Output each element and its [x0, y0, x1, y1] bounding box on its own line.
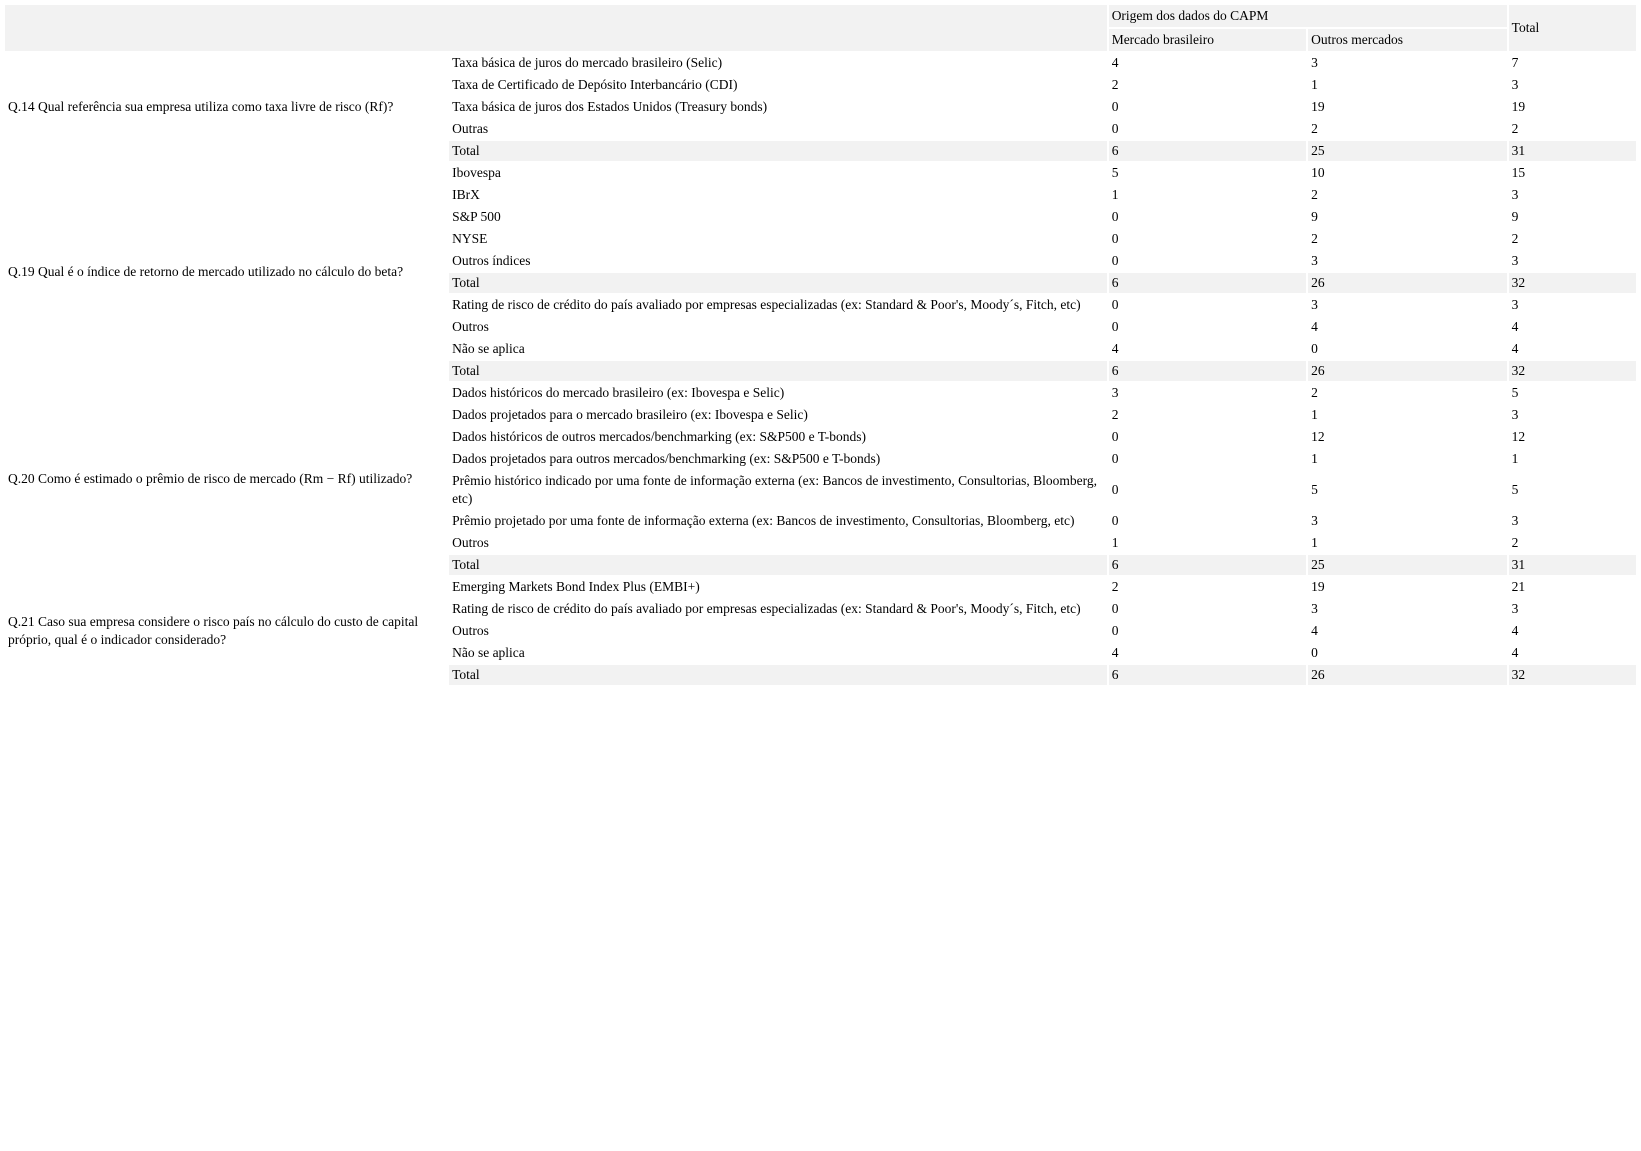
value-total: 4 [1511, 623, 1519, 638]
capm-crosstab-table [3, 3, 1638, 687]
value-total: 3 [1511, 513, 1519, 528]
value-total: 15 [1511, 165, 1526, 180]
table-row [5, 53, 1636, 73]
value-brazilian-market: 0 [1111, 209, 1119, 224]
row-label: Não se aplica [452, 341, 525, 356]
row-label: Rating de risco de crédito do país avaliado por empresas especializadas (ex: Standard & Poor's, Moody´s, Fitch, etc) [452, 601, 1081, 616]
value-brazilian-market: 6 [1109, 361, 1306, 381]
value-other-markets: 12 [1311, 429, 1325, 444]
value-brazilian-market: 6 [1109, 141, 1306, 161]
table-body [5, 53, 1636, 685]
row-label: Outros [452, 623, 489, 638]
value-total: 1 [1511, 451, 1519, 466]
header-group-capm-origin: Origem dos dados do CAPM [1109, 5, 1507, 27]
value-other-markets: 1 [1311, 77, 1318, 92]
value-total: 2 [1511, 231, 1519, 246]
value-brazilian-market: 2 [1111, 77, 1119, 92]
value-other-markets: 25 [1308, 555, 1507, 575]
value-brazilian-market: 6 [1109, 555, 1306, 575]
value-other-markets: 1 [1311, 407, 1318, 422]
value-brazilian-market: 1 [1111, 187, 1119, 202]
row-label: Taxa básica de juros do mercado brasileiro (Selic) [452, 55, 723, 70]
value-total: 4 [1511, 341, 1519, 356]
row-label: Total [449, 555, 1107, 575]
value-total: 21 [1511, 579, 1526, 594]
value-brazilian-market: 3 [1111, 385, 1119, 400]
header-empty-corner [5, 5, 1107, 51]
value-total: 31 [1509, 555, 1636, 575]
value-brazilian-market: 0 [1111, 451, 1119, 466]
header-other-markets: Outros mercados [1308, 29, 1507, 51]
value-other-markets: 5 [1311, 482, 1318, 497]
value-total: 4 [1511, 645, 1519, 660]
value-other-markets: 4 [1311, 319, 1318, 334]
value-brazilian-market: 0 [1111, 253, 1119, 268]
value-total: 2 [1511, 535, 1519, 550]
value-brazilian-market: 0 [1111, 623, 1119, 638]
value-brazilian-market: 0 [1111, 429, 1119, 444]
value-total: 5 [1511, 482, 1519, 497]
value-other-markets: 19 [1311, 579, 1325, 594]
value-brazilian-market: 6 [1109, 273, 1306, 293]
value-other-markets: 3 [1311, 297, 1318, 312]
value-brazilian-market: 0 [1111, 513, 1119, 528]
value-brazilian-market: 5 [1111, 165, 1119, 180]
header-total: Total [1509, 5, 1636, 51]
table-row [5, 163, 1636, 183]
value-other-markets: 26 [1308, 273, 1507, 293]
row-label: Taxa básica de juros dos Estados Unidos (Treasury bonds) [452, 99, 768, 114]
row-label: Total [449, 141, 1107, 161]
value-total: 4 [1511, 319, 1519, 334]
value-other-markets: 1 [1311, 535, 1318, 550]
value-brazilian-market: 0 [1111, 121, 1119, 136]
value-brazilian-market: 0 [1111, 231, 1119, 246]
value-total: 12 [1511, 429, 1526, 444]
value-total: 32 [1509, 273, 1636, 293]
row-label: Emerging Markets Bond Index Plus (EMBI+) [452, 579, 700, 594]
value-total: 31 [1509, 141, 1636, 161]
value-other-markets: 3 [1311, 513, 1318, 528]
row-label: Outros [452, 535, 489, 550]
value-total: 2 [1511, 121, 1519, 136]
value-other-markets: 1 [1311, 451, 1318, 466]
row-label: Dados projetados para o mercado brasileiro (ex: Ibovespa e Selic) [452, 407, 808, 422]
row-label: Rating de risco de crédito do país avaliado por empresas especializadas (ex: Standard & Poor's, Moody´s, Fitch, etc) [452, 297, 1081, 312]
row-label: Outras [452, 121, 489, 136]
value-brazilian-market: 4 [1111, 645, 1119, 660]
table-row [5, 577, 1636, 597]
value-brazilian-market: 0 [1111, 99, 1119, 114]
value-other-markets: 26 [1308, 361, 1507, 381]
value-brazilian-market: 4 [1111, 341, 1119, 356]
row-label: Outros [452, 319, 489, 334]
value-total: 3 [1511, 601, 1519, 616]
value-total: 32 [1509, 361, 1636, 381]
value-brazilian-market: 0 [1111, 482, 1119, 497]
value-other-markets: 3 [1311, 601, 1318, 616]
value-total: 3 [1511, 187, 1519, 202]
value-other-markets: 0 [1311, 645, 1318, 660]
value-other-markets: 4 [1311, 623, 1318, 638]
value-total: 9 [1511, 209, 1519, 224]
row-label: Dados históricos de outros mercados/benchmarking (ex: S&P500 e T-bonds) [452, 429, 867, 444]
value-brazilian-market: 0 [1111, 319, 1119, 334]
value-other-markets: 2 [1311, 385, 1318, 400]
value-total: 32 [1509, 665, 1636, 685]
row-label: Dados projetados para outros mercados/benchmarking (ex: S&P500 e T-bonds) [452, 451, 881, 466]
row-label: Ibovespa [452, 165, 501, 180]
value-brazilian-market: 1 [1111, 535, 1119, 550]
value-other-markets: 10 [1311, 165, 1325, 180]
value-other-markets: 3 [1311, 55, 1318, 70]
value-total: 7 [1511, 55, 1519, 70]
value-brazilian-market: 2 [1111, 407, 1119, 422]
value-other-markets: 9 [1311, 209, 1318, 224]
value-total: 5 [1511, 385, 1519, 400]
value-other-markets: 2 [1311, 187, 1318, 202]
question-cell: Q.14 Qual referência sua empresa utiliza como taxa livre de risco (Rf)? [8, 99, 394, 114]
question-cell: Q.20 Como é estimado o prêmio de risco de mercado (Rm − Rf) utilizado? [8, 471, 413, 486]
table-header [5, 5, 1636, 51]
row-label: Total [449, 361, 1107, 381]
row-label: Outros índices [452, 253, 531, 268]
value-brazilian-market: 6 [1109, 665, 1306, 685]
table-row [5, 383, 1636, 403]
row-label: NYSE [452, 231, 488, 246]
value-other-markets: 19 [1311, 99, 1325, 114]
value-brazilian-market: 2 [1111, 579, 1119, 594]
value-other-markets: 26 [1308, 665, 1507, 685]
value-other-markets: 2 [1311, 121, 1318, 136]
crosstab-container [5, 5, 1636, 687]
value-total: 3 [1511, 407, 1519, 422]
row-label: IBrX [452, 187, 480, 202]
row-label: Total [449, 665, 1107, 685]
question-cell: Q.19 Qual é o índice de retorno de mercado utilizado no cálculo do beta? [8, 264, 404, 279]
question-cell: Q.21 Caso sua empresa considere o risco país no cálculo do custo de capital próprio, qual é o indicador considerado? [8, 614, 419, 647]
row-label: Dados históricos do mercado brasileiro (ex: Ibovespa e Selic) [452, 385, 785, 400]
value-total: 19 [1511, 99, 1526, 114]
value-other-markets: 3 [1311, 253, 1318, 268]
value-other-markets: 25 [1308, 141, 1507, 161]
value-total: 3 [1511, 253, 1519, 268]
value-total: 3 [1511, 297, 1519, 312]
row-label: Total [449, 273, 1107, 293]
row-label: Não se aplica [452, 645, 525, 660]
value-other-markets: 2 [1311, 231, 1318, 246]
row-label: Taxa de Certificado de Depósito Interbancário (CDI) [452, 77, 738, 92]
row-label: Prêmio histórico indicado por uma fonte de informação externa (ex: Bancos de investimento, Consultorias, Bloomberg, etc) [452, 473, 1098, 506]
value-brazilian-market: 0 [1111, 297, 1119, 312]
row-label: Prêmio projetado por uma fonte de informação externa (ex: Bancos de investimento, Consultorias, Bloomberg, etc) [452, 513, 1075, 528]
value-brazilian-market: 0 [1111, 601, 1119, 616]
value-brazilian-market: 4 [1111, 55, 1119, 70]
row-label: S&P 500 [452, 209, 501, 224]
value-total: 3 [1511, 77, 1519, 92]
value-other-markets: 0 [1311, 341, 1318, 356]
header-brazilian-market: Mercado brasileiro [1109, 29, 1306, 51]
